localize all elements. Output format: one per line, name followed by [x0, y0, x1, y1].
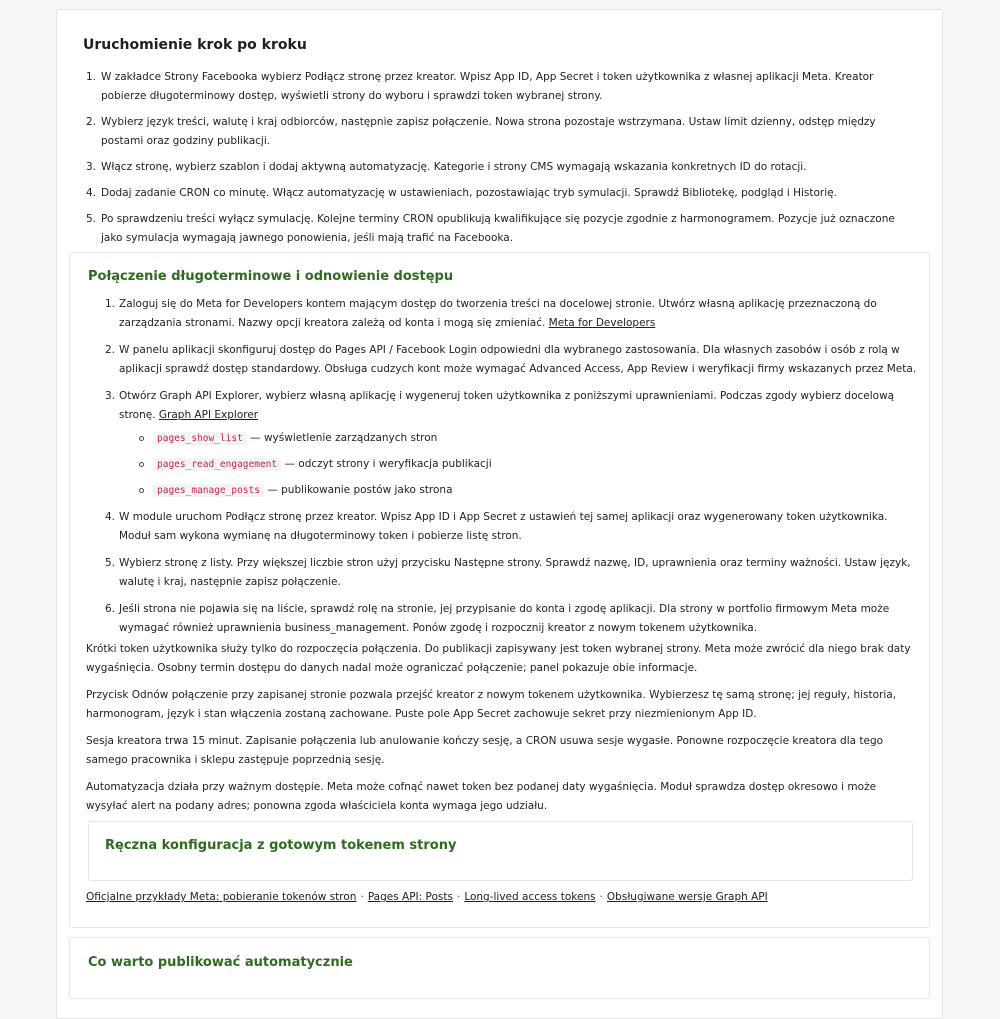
list-item: 6. Jeśli strona nie pojawia się na liście, sprawdź rolę na stronie, jej przypisanie do konta i zgodę aplikacji. Dla strony w portfolio firmowym Meta może wymagać również uprawnienia business_management. Ponów zgodę i rozpocznij kreator z nowym tokenem użytkownika.: [105, 603, 890, 634]
connection-card: [69, 252, 930, 928]
steps-list: [86, 68, 911, 255]
manual-config-section[interactable]: [88, 821, 913, 881]
meta-for-developers-link[interactable]: Meta for Developers: [548, 317, 656, 329]
note-paragraph: Sesja kreatora trwa 15 minut. Zapisanie połączenia lub anulowanie kończy sesję, a CRON usuwa sesje wygasłe. Ponowne rozpoczęcie kreatora dla tego samego pracownika i sklepu zastępuje poprzednią sesję.: [86, 735, 884, 766]
permission-item: pages_manage_posts — publikowanie postów jako strona: [139, 481, 919, 500]
reference-links: Oficjalne przykłady Meta: pobieranie tokenów stron · Pages API: Posts · Long-lived access tokens · Obsługiwane wersje Graph API: [86, 891, 768, 903]
list-item: 4. W module uruchom Podłącz stronę przez kreator. Wpisz App ID i App Secret z ustawień tej samej aplikacji oraz wygenerowany token użytkownika. Moduł sam wykona wymianę na długoterminowy token i pobierze listę stron.: [105, 511, 888, 542]
manual-config-heading[interactable]: Ręczna konfiguracja z gotowym tokenem strony: [105, 838, 457, 853]
bullet-icon: [139, 488, 144, 493]
link-meta-token-examples[interactable]: Oficjalne przykłady Meta: pobieranie tokenów stron: [86, 891, 357, 903]
permissions-list: [139, 429, 919, 500]
auto-publish-heading[interactable]: Co warto publikować automatycznie: [88, 955, 353, 970]
auto-publish-section[interactable]: [69, 937, 930, 999]
bullet-icon: [139, 436, 144, 441]
connection-notes: [86, 640, 916, 824]
link-long-lived-tokens[interactable]: Long-lived access tokens: [464, 891, 596, 903]
list-item: 5. Wybierz stronę z listy. Przy większej liczbie stron użyj przycisku Następne strony. Sprawdź nazwę, ID, uprawnienia oraz terminy ważności. Ustaw język, walutę i kraj, następnie zapisz połączenie.: [105, 557, 911, 588]
list-item: 3. Otwórz Graph API Explorer, wybierz własną aplikację i wygeneruj token użytkownika z poniższymi uprawnieniami. Podczas zgody wybierz docelową stronę. Graph API Explorer pages_show_list — wyświetlenie zarządzanych stron pages_read_engagement — odczyt strony i weryfikacja publikacji pages_manage_posts — publikowanie postów jako strona: [119, 387, 919, 500]
list-item: 1. Zaloguj się do Meta for Developers kontem mającym dostęp do tworzenia treści na docelowej stronie. Utwórz własną aplikację przeznaczoną do zarządzania stronami. Nazwy opcji kreatora zależą od konta i mogą się zmieniać. Meta for Developers: [105, 298, 877, 329]
note-paragraph: Przycisk Odnów połączenie przy zapisanej stronie pozwala przejść kreator z nowym tokenem użytkownika. Wybierzesz tę samą stronę; jej reguły, historia, harmonogram, język i stan włączenia zostaną zachowane. Puste pole App Secret zachowuje sekret przy niezmienionym App ID.: [86, 689, 897, 720]
permission-code: pages_manage_posts: [153, 484, 264, 497]
list-item: 5. Po sprawdzeniu treści wyłącz symulację. Kolejne terminy CRON opublikują kwalifikujące się pozycje zgodnie z harmonogramem. Pozycje już oznaczone jako symulacja wymagają jawnego ponowienia, jeśli mają trafić na Facebooka.: [86, 213, 895, 244]
permission-code: pages_read_engagement: [153, 458, 281, 471]
list-item: 1. W zakładce Strony Facebooka wybierz Podłącz stronę przez kreator. Wpisz App ID, App Secret i token użytkownika z własnej aplikacji Meta. Kreator pobierze długoterminowy dostęp, wyświetli strony do wyboru i sprawdzi token wybranej strony.: [86, 71, 874, 102]
link-pages-api-posts[interactable]: Pages API: Posts: [367, 891, 453, 903]
connection-steps-list: [105, 295, 919, 646]
connection-heading: Połączenie długoterminowe i odnowienie dostępu: [88, 269, 454, 284]
list-item: 2. Wybierz język treści, walutę i kraj odbiorców, następnie zapisz połączenie. Nowa strona pozostaje wstrzymana. Ustaw limit dzienny, odstęp między postami oraz godziny publikacji.: [86, 116, 876, 147]
list-item: 4. Dodaj zadanie CRON co minutę. Włącz automatyzację w ustawieniach, pozostawiając tryb symulacji. Sprawdź Bibliotekę, podgląd i Historię.: [86, 187, 837, 199]
graph-api-explorer-link[interactable]: Graph API Explorer: [158, 409, 259, 421]
note-paragraph: Krótki token użytkownika służy tylko do rozpoczęcia połączenia. Do publikacji zapisywany jest token wybranej strony. Meta może zwrócić dla niego brak daty wygaśnięcia. Osobny termin dostępu do danych nadal może ograniczać połączenie; panel pokazuje obie informacje.: [86, 643, 911, 674]
permission-item: pages_read_engagement — odczyt strony i weryfikacja publikacji: [139, 455, 919, 474]
link-graph-api-versions[interactable]: Obsługiwane wersje Graph API: [606, 891, 768, 903]
bullet-icon: [139, 462, 144, 467]
permission-code: pages_show_list: [153, 432, 247, 445]
list-item: 2. W panelu aplikacji skonfiguruj dostęp do Pages API / Facebook Login odpowiedni dla wybranego zastosowania. Dla własnych zasobów i osób z rolą w aplikacji sprawdź dostęp standardowy. Obsługa cudzych kont może wymagać Advanced Access, App Review i weryfikacji firmy wskazanych przez Meta.: [105, 344, 917, 375]
permission-item: pages_show_list — wyświetlenie zarządzanych stron: [139, 429, 919, 448]
list-item: 3. Włącz stronę, wybierz szablon i dodaj aktywną automatyzację. Kategorie i strony CMS wymagają wskazania konkretnych ID do rotacji.: [86, 161, 807, 173]
main-panel: [56, 9, 943, 1019]
note-paragraph: Automatyzacja działa przy ważnym dostępie. Meta może cofnąć nawet token bez podanej daty wygaśnięcia. Moduł sprawdza dostęp okresowo i może wysyłać alert na podany adres; ponowna zgoda właściciela konta wymaga jego udziału.: [86, 781, 877, 812]
steps-heading: Uruchomienie krok po kroku: [83, 37, 307, 53]
